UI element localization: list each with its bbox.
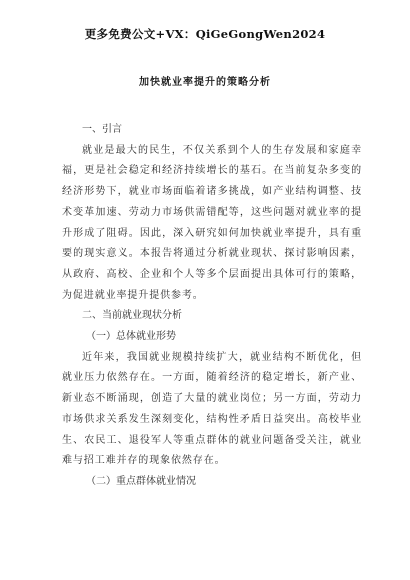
- document-body: [62, 120, 362, 493]
- document-title: 加快就业率提升的策略分析: [139, 77, 271, 88]
- section-heading-intro: 一、引言: [82, 124, 122, 135]
- section-heading-status: 二、当前就业现状分析: [82, 310, 182, 322]
- overall-paragraph: 近年来，我国就业规模持续扩大，就业结构不断优化，但就业压力依然存在。一方面，随着经济的稳定增长，新产业、新业态不断涌现，创造了大量的就业岗位；另一方面，劳动力市场供求关系发生深刻变化，结构性矛盾日益突出。高校毕业生、农民工、退役军人等重点群体的就业问题备受关注，就业难与招工难并存的现象依然存在。: [62, 351, 362, 467]
- subsection-heading-overall: （一）总体就业形势: [86, 331, 176, 343]
- intro-paragraph: 就业是最大的民生，不仅关系到个人的生存发展和家庭幸福，更是社会稳定和经济持续增长的基石。在当前复杂多变的经济形势下，就业市场面临着诸多挑战，如产业结构调整、技术变革加速、劳动力市场供需错配等，这些问题对就业率的提升形成了阻碍。因此，深入研究如何加快就业率提升，具有重要的现实意义。本报告将通过分析就业现状、探讨影响因素，从政府、高校、企业和个人等多个层面提出具体可行的策略，为促进就业率提升提供参考。: [62, 144, 362, 301]
- subsection-heading-key-groups: （二）重点群体就业情况: [86, 475, 196, 487]
- watermark-header: 更多免费公文+VX：QiGeGongWen2024: [84, 27, 326, 41]
